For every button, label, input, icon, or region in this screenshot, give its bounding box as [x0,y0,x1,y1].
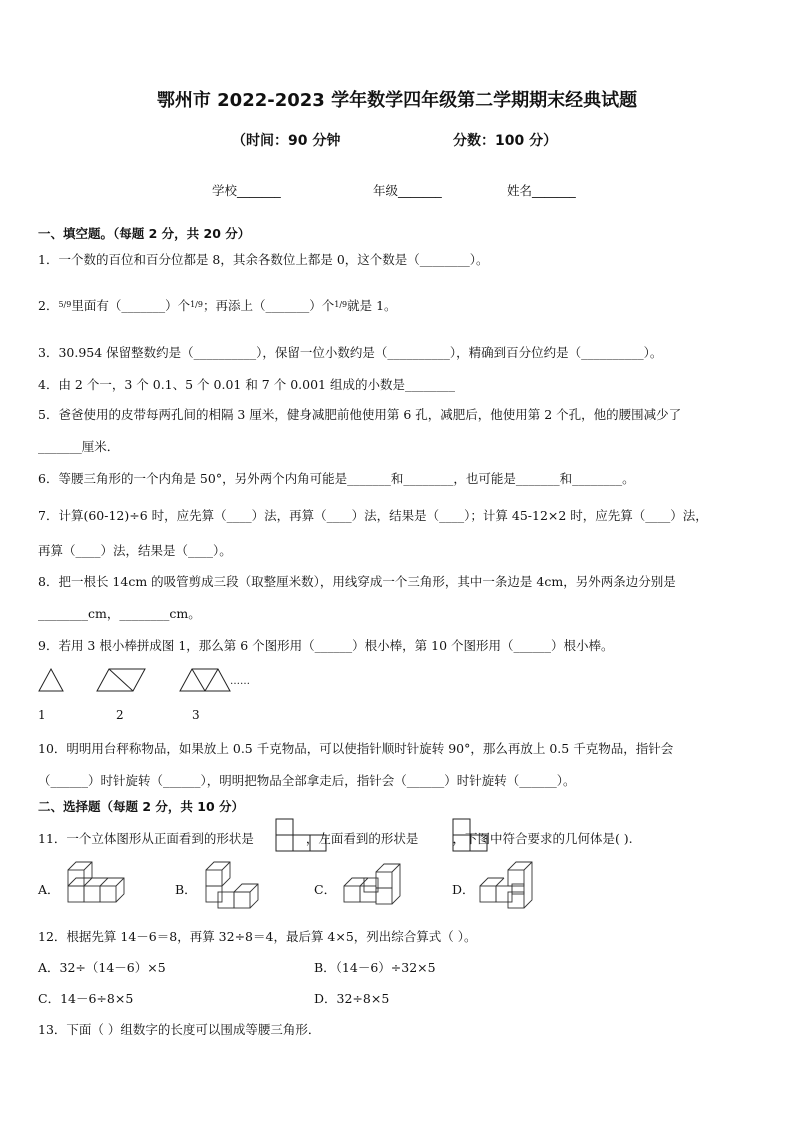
question-7-line-2: 再算（____）法，结果是（____）。 [38,543,232,558]
q2-number: 2． [38,298,59,313]
exam-time: （时间：90 分钟 [232,133,341,149]
q11-left-view-figure [452,818,488,852]
question-5-line-1: 5．爸爸使用的皮带每两孔间的相隔 3 厘米，健身减肥前他使用第 6 孔，减肥后，他使用第 2 个孔，他的腰围减少了 [38,407,682,422]
question-11 [38,829,633,847]
q12-option-c: C．14－6÷8×5 [38,991,134,1006]
q2-text-1: 里面有（_______）个 [71,298,191,313]
q11-option-d-label: D． [452,882,475,897]
q9-figure-1 [38,668,64,692]
question-6: 6．等腰三角形的一个内角是 50°，另外两个内角可能是_______和________，也可能是_______和________。 [38,471,635,486]
q11-text-1: 11．一个立体图形从正面看到的形状是 [38,831,254,846]
q9-figure-2-label: 2 [116,708,124,722]
q2-text-2: ；再添上（_______）个 [202,298,335,313]
question-3: 3．30.954 保留整数约是（__________），保留一位小数约是（__________），精确到百分位约是（__________）。 [38,345,663,360]
q11-front-view-figure [275,818,327,852]
question-2 [38,296,397,314]
page-title: 鄂州市 2022-2023 学年数学四年级第二学期期末经典试题 [156,90,638,111]
q2-fraction-1-9-b: 1/9 [334,300,348,309]
q11-option-a-cube-figure [66,866,132,910]
q11-option-b-label: B． [175,882,197,897]
section2-heading: 二、选择题（每题 2 分，共 10 分） [38,799,245,814]
question-13: 13．下面（ ）组数字的长度可以围成等腰三角形． [38,1022,321,1037]
q11-option-c-label: C． [314,882,337,897]
section1-heading: 一、填空题。（每题 2 分，共 20 分） [38,226,251,241]
q9-continuation-dots: …… [230,676,250,687]
q11-text-3: ，下图中符合要求的几何体是( ). [452,831,633,846]
q12-option-a: A．32÷（14－6）×5 [38,960,166,975]
q2-text-3: 就是 1。 [347,298,397,313]
school-field: 学校_______ [212,183,281,198]
question-4: 4．由 2 个一，3 个 0.1、5 个 0.01 和 7 个 0.001 组成的小数是________ [38,377,455,392]
q9-figure-1-label: 1 [38,708,46,722]
q11-option-b-cube-figure [204,864,270,912]
question-8-line-1: 8．把一根长 14cm 的吸管剪成三段（取整厘米数），用线穿成一个三角形，其中一条边是 4cm，另外两条边分别是 [38,574,676,589]
name-field: 姓名_______ [507,183,576,198]
q9-figure-3 [179,668,231,692]
question-9: 9．若用 3 根小棒拼成图 1，那么第 6 个图形用（______）根小棒，第 10 个图形用（______）根小棒。 [38,638,614,653]
q11-text-2: ，左面看到的形状是 [305,831,419,846]
q2-fraction-1-9-a: 1/9 [190,300,203,309]
exam-score: 分数：100 分） [453,133,558,149]
question-7-line-1: 7．计算(60-12)÷6 时，应先算（____）法，再算（____）法，结果是（____）；计算 45-12×2 时，应先算（____）法， [38,508,708,523]
question-8-line-2: ________cm，________cm。 [38,606,201,621]
question-12: 12．根据先算 14－6＝8，再算 32÷8＝4，最后算 4×5，列出综合算式（ ）。 [38,929,477,944]
grade-field: 年级_______ [373,183,442,198]
q11-option-a-label: A． [38,882,60,897]
question-5-line-2: _______厘米． [38,439,120,454]
q9-figure-2 [96,668,146,692]
question-10-line-2: （______）时针旋转（______），明明把物品全部拿走后，指针会（______）时针旋转（______）。 [38,773,576,788]
q11-option-c-cube-figure [342,862,404,908]
q11-option-d-cube-figure [478,862,540,910]
question-10-line-1: 10．明明用台秤称物品，如果放上 0.5 千克物品，可以使指针顺时针旋转 90°，那么再放上 0.5 千克物品，指针会 [38,741,674,756]
q12-option-b: B．（14－6）÷32×5 [314,960,436,975]
question-1: 1．一个数的百位和百分位都是 8，其余各数位上都是 0，这个数是（________）。 [38,252,489,267]
q12-option-d: D．32÷8×5 [314,991,390,1006]
q2-fraction-5-9: 5/9 [58,300,72,309]
q9-figure-3-label: 3 [192,708,200,722]
